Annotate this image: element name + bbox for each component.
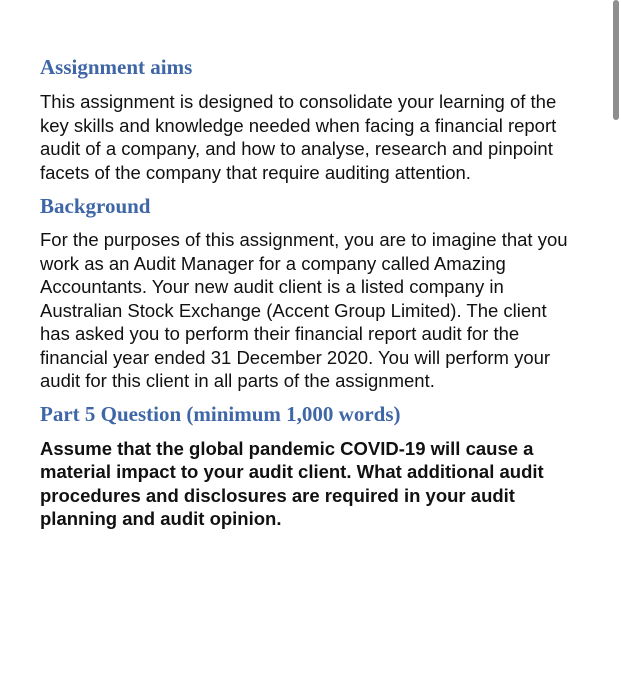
assignment-aims-heading: Assignment aims <box>40 55 193 79</box>
background-text: For the purposes of this assignment, you are to imagine that you work as an Audit Manager for a company called Amazing Accountants. Your new audit client is a listed company in Australian Stock Exchange (Accent Group Limited). The client has asked you to perform their financial report audit for the financial year ended 31 December 2020. You will perform your audit for this client in all parts of the assignment. <box>40 229 568 391</box>
background-heading: Background <box>40 194 151 218</box>
question-heading: Part 5 Question (minimum 1,000 words) <box>40 401 401 426</box>
assignment-aims-text: This assignment is designed to consolidate your learning of the key skills and knowledge needed when facing a financial report audit of a company, and how to analyse, research and pinpoint facets of the company that require auditing attention. <box>40 91 557 183</box>
document-content <box>40 54 575 531</box>
question-text: Assume that the global pandemic COVID-19 will cause a material impact to your audit client. What additional audit procedures and disclosures are required in your audit planning and audit opinion. <box>40 437 544 529</box>
vertical-scrollbar[interactable] <box>613 0 619 120</box>
